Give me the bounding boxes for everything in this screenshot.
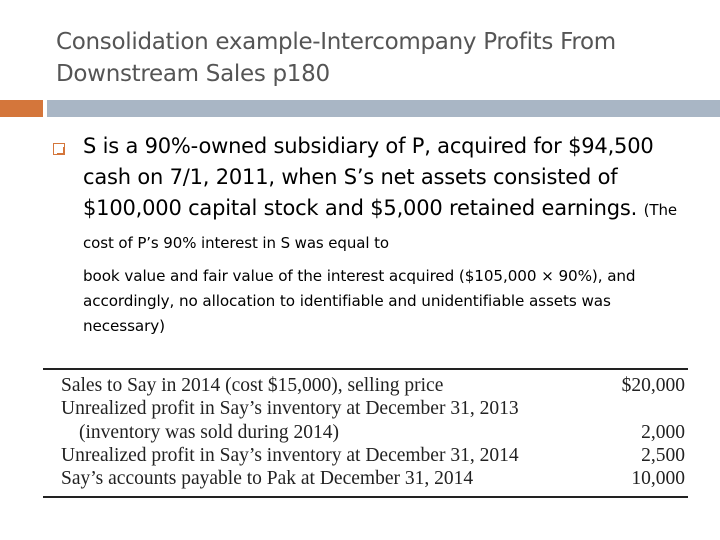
row-label: Say’s accounts payable to Pak at December 31, 2014 xyxy=(61,468,474,489)
row-label: Sales to Say in 2014 (cost $15,000), selling price xyxy=(61,375,444,396)
title-accent-bar xyxy=(0,100,43,117)
slide-title-line2: Downstream Sales p180 xyxy=(56,61,330,87)
slide-title-line1: Consolidation example-Intercompany Profits From xyxy=(56,29,616,55)
slide-title xyxy=(56,26,696,90)
row-value: $20,000 xyxy=(621,375,685,396)
table-row xyxy=(61,374,685,397)
table-row xyxy=(61,397,685,420)
title-divider-bar xyxy=(47,100,720,117)
bullet-note-start: (The cost of P’s 90% interest in S was equal to xyxy=(83,201,677,252)
table-row xyxy=(61,467,685,490)
bullet-note-text: book value and fair value of the interest acquired ($105,000 × 90%), and accordingly, no allocation to identifiable and unidentifiable assets was necessary) xyxy=(83,267,636,335)
row-value: 2,500 xyxy=(641,445,685,466)
table-row xyxy=(61,421,685,444)
bullet-main-text xyxy=(83,131,683,259)
row-label: (inventory was sold during 2014) xyxy=(79,422,339,443)
hollow-square-bullet-icon xyxy=(53,143,65,155)
intercompany-table xyxy=(43,368,688,498)
row-value: 10,000 xyxy=(631,468,685,489)
row-label: Unrealized profit in Say’s inventory at December 31, 2013 xyxy=(61,398,519,419)
row-value: 2,000 xyxy=(641,422,685,443)
bullet-main-statement: S is a 90%-owned subsidiary of P, acquired for $94,500 cash on 7/1, 2011, when S’s net assets consisted of $100,000 capital stock and $5,000 retained earnings. xyxy=(83,134,654,220)
row-label: Unrealized profit in Say’s inventory at December 31, 2014 xyxy=(61,445,519,466)
table-row xyxy=(61,444,685,467)
